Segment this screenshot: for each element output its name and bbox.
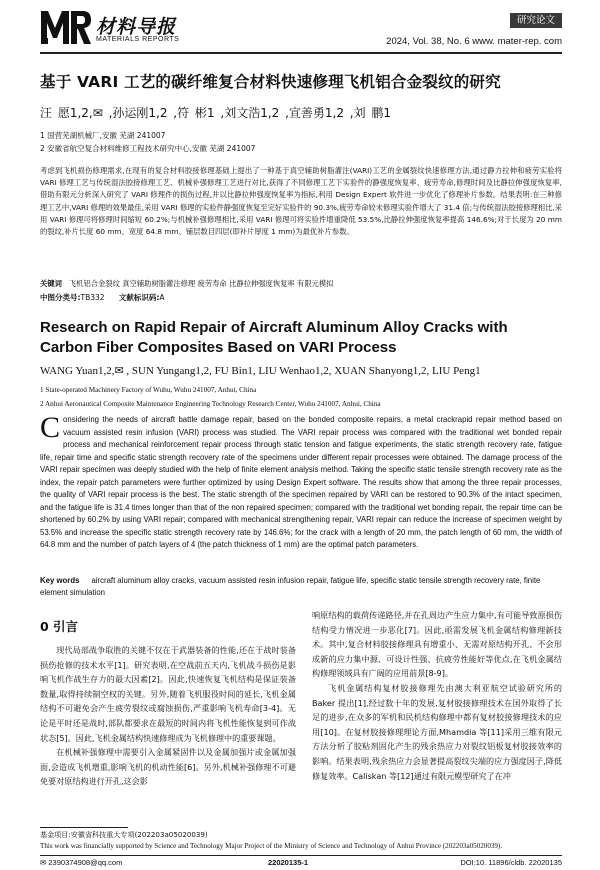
doc-code-label: 文献标识码: bbox=[118, 293, 160, 302]
paragraph: 现代局部战争取胜的关键不仅在于武器装备的性能,还在于战时装备损伤抢修的技术水平[1]。研究表明,在空战前五天内,飞机战斗损伤是影响飞机作战生存力的最大因素[2]。因此,快速恢复飞机结构是保证装备数量,取得持续制空权的关键。另外,随着飞机服役时间的延长,飞机金属结构不可避免会产生疲劳裂纹或腐蚀损伤,严重影响飞机寿命[3-4]。无论是平时还是战时,部队都要求在最短的时间内将飞机性能恢复到可作战状态[5]。因此,飞机金属结构快速修理成为飞机修理中的重要课题。 bbox=[40, 645, 296, 743]
journal-logo bbox=[40, 8, 240, 48]
affiliation-cn-1: 1 国营芜湖机械厂,安徽 芜湖 241007 bbox=[40, 131, 166, 140]
footer-rule bbox=[40, 855, 562, 856]
envelope-icon: ✉ bbox=[40, 858, 47, 867]
affiliation-en-1: 1 State-operated Machinery Factory of Wuhu, Wuhu 241007, Anhui, China bbox=[40, 386, 257, 394]
paragraph: 飞机金属结构复材胶接修理先由澳大利亚航空试验研究所的 Baker 提出[1],经过数十年的发展,复材胶接修理技术在国外取得了长足的进步,在众多的军机和民机结构修理中都有复材胶接修理技术的应用[10]。在复材胶接修理理论方面,Mhamdia 等[11]采用三维有限元方法分析了胶粘剂固化产生的残余热应力对裂纹铝板复材胶接效率的影响。结果表明,残余热应力会显著提高裂纹尖端的应力强度因子,降低修复效率。Caliskan 等[12]通过有限元模型研究了在冲 bbox=[312, 682, 562, 781]
email-text[interactable]: 2390374908@qq.com bbox=[48, 858, 123, 867]
journal-title: 材料导报 bbox=[96, 16, 177, 38]
classification bbox=[40, 292, 165, 303]
clc-value: TB332 bbox=[80, 293, 105, 302]
paragraph: 响原结构的载荷传递路径,并在孔周边产生应力集中,有可能导致原损伤结构受力情况进一步恶化[7]。因此,亟需发展飞机金属结构修理新技术。其中,复合材料胶接修理具有增重小、无需对原结构开孔、不会形成新的应力集中源、可设计性强、抗疲劳性能好等优点,在飞机金属结构修理领域具有广阔的应用前景[8-9]。 bbox=[312, 610, 562, 679]
keywords-en-list: aircraft aluminum alloy cracks, vacuum assisted resin infusion repair, fatigue life, specific static tensile strength recovery rate, finite element simulation bbox=[40, 576, 541, 597]
abstract-english-text: onsidering the needs of aircraft battle damage repair, based on the bonded composite repairs, a metal crackrapid repair method based on vacuum assisted resin infusion (VARI) process was studied. The VARI repair process was compared with the traditional wet bonded repair process and mechanical reinforcement repair process through static tension and fatigue experiments, the static strength recovery rate, fatigue life, repair time and specific static strength recovery rate of the specimens under different repair processes were obtained. The damage process of the VARI repair specimen was deeply studied with the help of finite element analysis method. Taking the specific static tensile strength recovery rate as the index, the repair patch parameters were further optimized by using Design Expert software. The results show that among the three repair processes, the quality of VARI repair process is the best. The static strength of the specimen repaired by VARI can be restored to 90.3% of the intact specimen, and the fatigue life is 31.4 times longer than that of the non repaired specimen; compared with the traditional wet bonding repair, the repair time can be shortened by 60.2% by using VARI repair; compared with mechanical strengthening repair, VARI repair can reduce the increase of specimen weight by 53.5% and increase the specific static strength recovery rate by 146.6%; for the crack with a length of 20 mm, the patch length of 60 mm, the width of 64.8 mm and the number of patch layers of 4 (the patch thickness of 1 mm) are the optimal patch parameters. bbox=[40, 415, 562, 549]
journal-mr-logo-icon bbox=[40, 8, 92, 46]
author-email bbox=[40, 858, 122, 867]
title-chinese: 基于 VARI 工艺的碳纤维复合材料快速修理飞机铝合金裂纹的研究 bbox=[40, 73, 501, 91]
keywords-chinese bbox=[40, 279, 562, 289]
footnote-rule bbox=[40, 827, 128, 828]
abstract-english bbox=[40, 411, 562, 552]
section-heading-intro: 0 引言 bbox=[40, 619, 79, 634]
body-column-right bbox=[312, 608, 562, 783]
title-english: Research on Rapid Repair of Aircraft Aluminum Alloy Cracks with Carbon Fiber Composites Based on VARI Process bbox=[40, 319, 508, 356]
keywords-cn-list: 飞机铝合金裂纹 真空辅助树脂灌注修理 疲劳寿命 比静拉伸强度恢复率 有限元模拟 bbox=[68, 279, 334, 288]
doi[interactable]: DOI:10. 11896/cldb. 22020135 bbox=[460, 858, 562, 867]
authors-english: WANG Yuan1,2,✉ , SUN Yungang1,2, FU Bin1, LIU Wenhao1,2, XUAN Shanyong1,2, LIU Peng1 bbox=[40, 365, 481, 377]
affiliation-en-2: 2 Anhui Aeronautical Composite Maintenance Engineering Technology Research Center, Wuhu 241007, Anhui, China bbox=[40, 400, 381, 408]
journal-subtitle: MATERIALS REPORTS bbox=[96, 36, 180, 43]
keywords-english bbox=[40, 575, 562, 599]
keywords-cn-label: 关键词 bbox=[40, 279, 62, 288]
section-tag: 研究论文 bbox=[510, 13, 562, 28]
funding-english: This work was financially supported by Science and Technology Major Project of the Ministry of Science and Technology of Anhui Province (202203a05020039). bbox=[40, 842, 503, 850]
body-column-left bbox=[40, 643, 296, 789]
keywords-en-label: Key words bbox=[40, 576, 80, 585]
clc-label: 中图分类号: bbox=[40, 293, 81, 302]
authors-chinese: 汪 愿1,2,✉ ,孙运刚1,2 ,符 彬1 ,刘文浩1,2 ,宣善勇1,2 ,刘 鹏1 bbox=[40, 106, 392, 120]
article-number: 22020135-1 bbox=[268, 858, 309, 867]
paragraph: 在机械补强修理中需要引入金属紧固件以及金属加强片或金属加强面,会造成飞机增重,影响飞机的机动性能[6]。另外,机械补强修理不可避免要对原结构进行开孔,这会影 bbox=[40, 747, 296, 787]
issue-info: 2024, Vol. 38, No. 6 www. mater-rep. com bbox=[386, 36, 562, 47]
abstract-dropcap: C bbox=[40, 411, 61, 444]
affiliation-cn-2: 2 安徽省航空复合材料维修工程技术研究中心,安徽 芜湖 241007 bbox=[40, 144, 256, 153]
abstract-chinese: 考虑到飞机损伤修理需求,在现有的复合材料胶接修理基础上提出了一种基于真空辅助树脂灌注(VARI)工艺的金属裂纹快速修理方法,通过静力拉伸和疲劳实验将 VARI 修理工艺与传统湿法胶接修理工艺、机械补强修理工艺进行对比,获得了不同修理工艺下实验件的静强度恢复率、疲劳寿命,修理时间及比静拉伸强度恢复率,借助有限元分析深入研究了 VARI 修理件的损伤过程,并以比静拉伸强度恢复率为指标,利用 Design Expert 软件进一步优化了修理补片参数。结果表明:在三种修理工艺中,VARI 修理的效果最佳,采用 VARI 修理的实验件静强度恢复至完好实验件的 90.3%,疲劳寿命较未修理实验件增大了 31.4 倍;与传统湿法胶接修理相比,采用 VARI 修理可将修理时间缩短 60.2%;与机械补强修理相比,采用 VARI 修理可将实验件增重降低 53.5%,比静拉伸强度恢复率提高 146.6%;对于长度为 20 mm 的裂纹,补片长度 60 mm、宽度 64.8 mm、铺层数目四层(即补片厚度 1 mm)为最优补片参数。 bbox=[40, 166, 562, 237]
header-rule bbox=[40, 52, 562, 54]
funding-chinese: 基金项目:安徽省科技重大专项(202203a05020039) bbox=[40, 830, 208, 839]
doc-code-value: A bbox=[159, 293, 165, 302]
